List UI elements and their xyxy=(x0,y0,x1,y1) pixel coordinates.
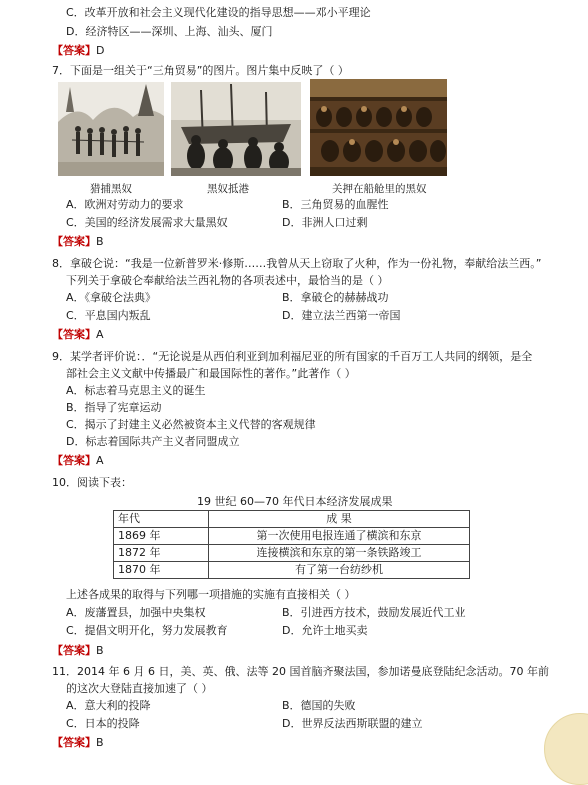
q10-option-b: B．引进西方技术，鼓励发展近代工业 xyxy=(282,606,466,619)
q11-option-a: A．意大利的投降 xyxy=(66,699,151,712)
q9-option-a: A．标志着马克思主义的诞生 xyxy=(66,384,206,397)
q7-option-b: B．三角贸易的血腥性 xyxy=(282,198,389,211)
q11-option-c: C．日本的投降 xyxy=(66,717,140,730)
answer-value: B xyxy=(96,235,104,248)
q6-answer xyxy=(52,43,104,58)
q11-option-d: D．世界反法西斯联盟的建立 xyxy=(282,717,423,730)
corner-badge-decoration xyxy=(544,713,588,785)
q7-option-a: A．欧洲对劳动力的要求 xyxy=(66,198,184,211)
q7-option-d: D．非洲人口过剩 xyxy=(282,216,368,229)
answer-value: D xyxy=(96,44,105,57)
q8-answer xyxy=(52,327,104,342)
answer-tag: 【答案】 xyxy=(52,454,96,467)
table-header-row xyxy=(114,511,470,528)
q7-stem: 7．下面是一组关于“三角贸易”的图片。图片集中反映了（ ） xyxy=(52,64,349,77)
q9-option-d: D．标志着国际共产主义者同盟成立 xyxy=(66,435,240,448)
table-cell: 连接横滨和东京的第一条铁路竣工 xyxy=(209,545,470,562)
q10-table xyxy=(113,510,470,579)
answer-tag: 【答案】 xyxy=(52,644,96,657)
table-cell: 1869 年 xyxy=(114,528,209,545)
q10-table-title: 19 世纪 60—70 年代日本经济发展成果 xyxy=(197,495,393,508)
table-cell: 第一次使用电报连通了横滨和东京 xyxy=(209,528,470,545)
q10-option-a: A．废藩置县，加强中央集权 xyxy=(66,606,206,619)
q8-option-a: A．《拿破仑法典》 xyxy=(66,291,157,304)
answer-tag: 【答案】 xyxy=(52,44,96,57)
q11-stem-line1: 11．2014 年 6 月 6 日，美、英、俄、法等 20 国首脑齐聚法国，参加诺曼底登陆纪念活动。70 年前 xyxy=(52,665,549,678)
q9-stem-line1: 9．某学者评价说：．“无论说是从西伯利亚到加利福尼亚的所有国家的千百万工人共同的纲领，是全 xyxy=(52,350,533,363)
slave-hunting-image xyxy=(58,82,164,176)
q11-option-b: B．德国的失败 xyxy=(282,699,356,712)
caption-slaves-arriving: 黑奴抵港 xyxy=(207,183,249,195)
answer-value: A xyxy=(96,328,104,341)
q7-option-c: C．美国的经济发展需求大量黑奴 xyxy=(66,216,228,229)
q6-option-c: C．改革开放和社会主义现代化建设的指导思想——邓小平理论 xyxy=(66,6,371,19)
slaves-in-ship-hold-image xyxy=(310,79,447,176)
answer-tag: 【答案】 xyxy=(52,328,96,341)
table-header-cell: 成 果 xyxy=(209,511,470,528)
answer-value: B xyxy=(96,736,104,749)
q10-option-c: C．提倡文明开化，努力发展教育 xyxy=(66,624,228,637)
q9-option-c: C．揭示了封建主义必然被资本主义代替的客观规律 xyxy=(66,418,316,431)
table-cell: 有了第一台纺纱机 xyxy=(209,562,470,579)
table-row xyxy=(114,528,470,545)
q8-option-c: C．平息国内叛乱 xyxy=(66,309,151,322)
q10-stem: 10．阅读下表： xyxy=(52,476,132,489)
q8-option-b: B．拿破仑的赫赫战功 xyxy=(282,291,389,304)
answer-tag: 【答案】 xyxy=(52,736,96,749)
q9-answer xyxy=(52,453,104,468)
slaves-arriving-image xyxy=(171,82,301,176)
table-cell: 1870 年 xyxy=(114,562,209,579)
q9-option-b: B．指导了宪章运动 xyxy=(66,401,162,414)
table-cell: 1872 年 xyxy=(114,545,209,562)
q8-stem-line1: 8．拿破仑说：“我是一位新普罗米·修斯……我曾从天上窃取了火种，作为一份礼物，奉献给法兰西。” xyxy=(52,257,542,270)
q6-option-d: D．经济特区——深圳、上海、汕头、厦门 xyxy=(66,25,273,38)
q10-question: 上述各成果的取得与下列哪一项措施的实施有直接相关（ ） xyxy=(66,588,356,601)
answer-value: B xyxy=(96,644,104,657)
caption-slave-hunting: 猎捕黑奴 xyxy=(90,183,132,195)
answer-value: A xyxy=(96,454,104,467)
table-row xyxy=(114,562,470,579)
q8-option-d: D．建立法兰西第一帝国 xyxy=(282,309,401,322)
q11-stem-line2: 的这次大登陆直接加速了（ ） xyxy=(66,682,213,695)
q11-answer xyxy=(52,735,104,750)
q10-answer xyxy=(52,643,104,658)
q9-stem-line2: 部社会主义文献中传播最广和最国际性的著作。”此著作（ ） xyxy=(66,367,356,380)
answer-tag: 【答案】 xyxy=(52,235,96,248)
table-header-cell: 年代 xyxy=(114,511,209,528)
table-row xyxy=(114,545,470,562)
caption-ship-hold: 关押在船舱里的黑奴 xyxy=(332,183,427,195)
q10-option-d: D．允许土地买卖 xyxy=(282,624,368,637)
q7-answer xyxy=(52,234,104,249)
q8-stem-line2: 下列关于拿破仑奉献给法兰西礼物的各项表述中，最恰当的是（ ） xyxy=(66,274,389,287)
